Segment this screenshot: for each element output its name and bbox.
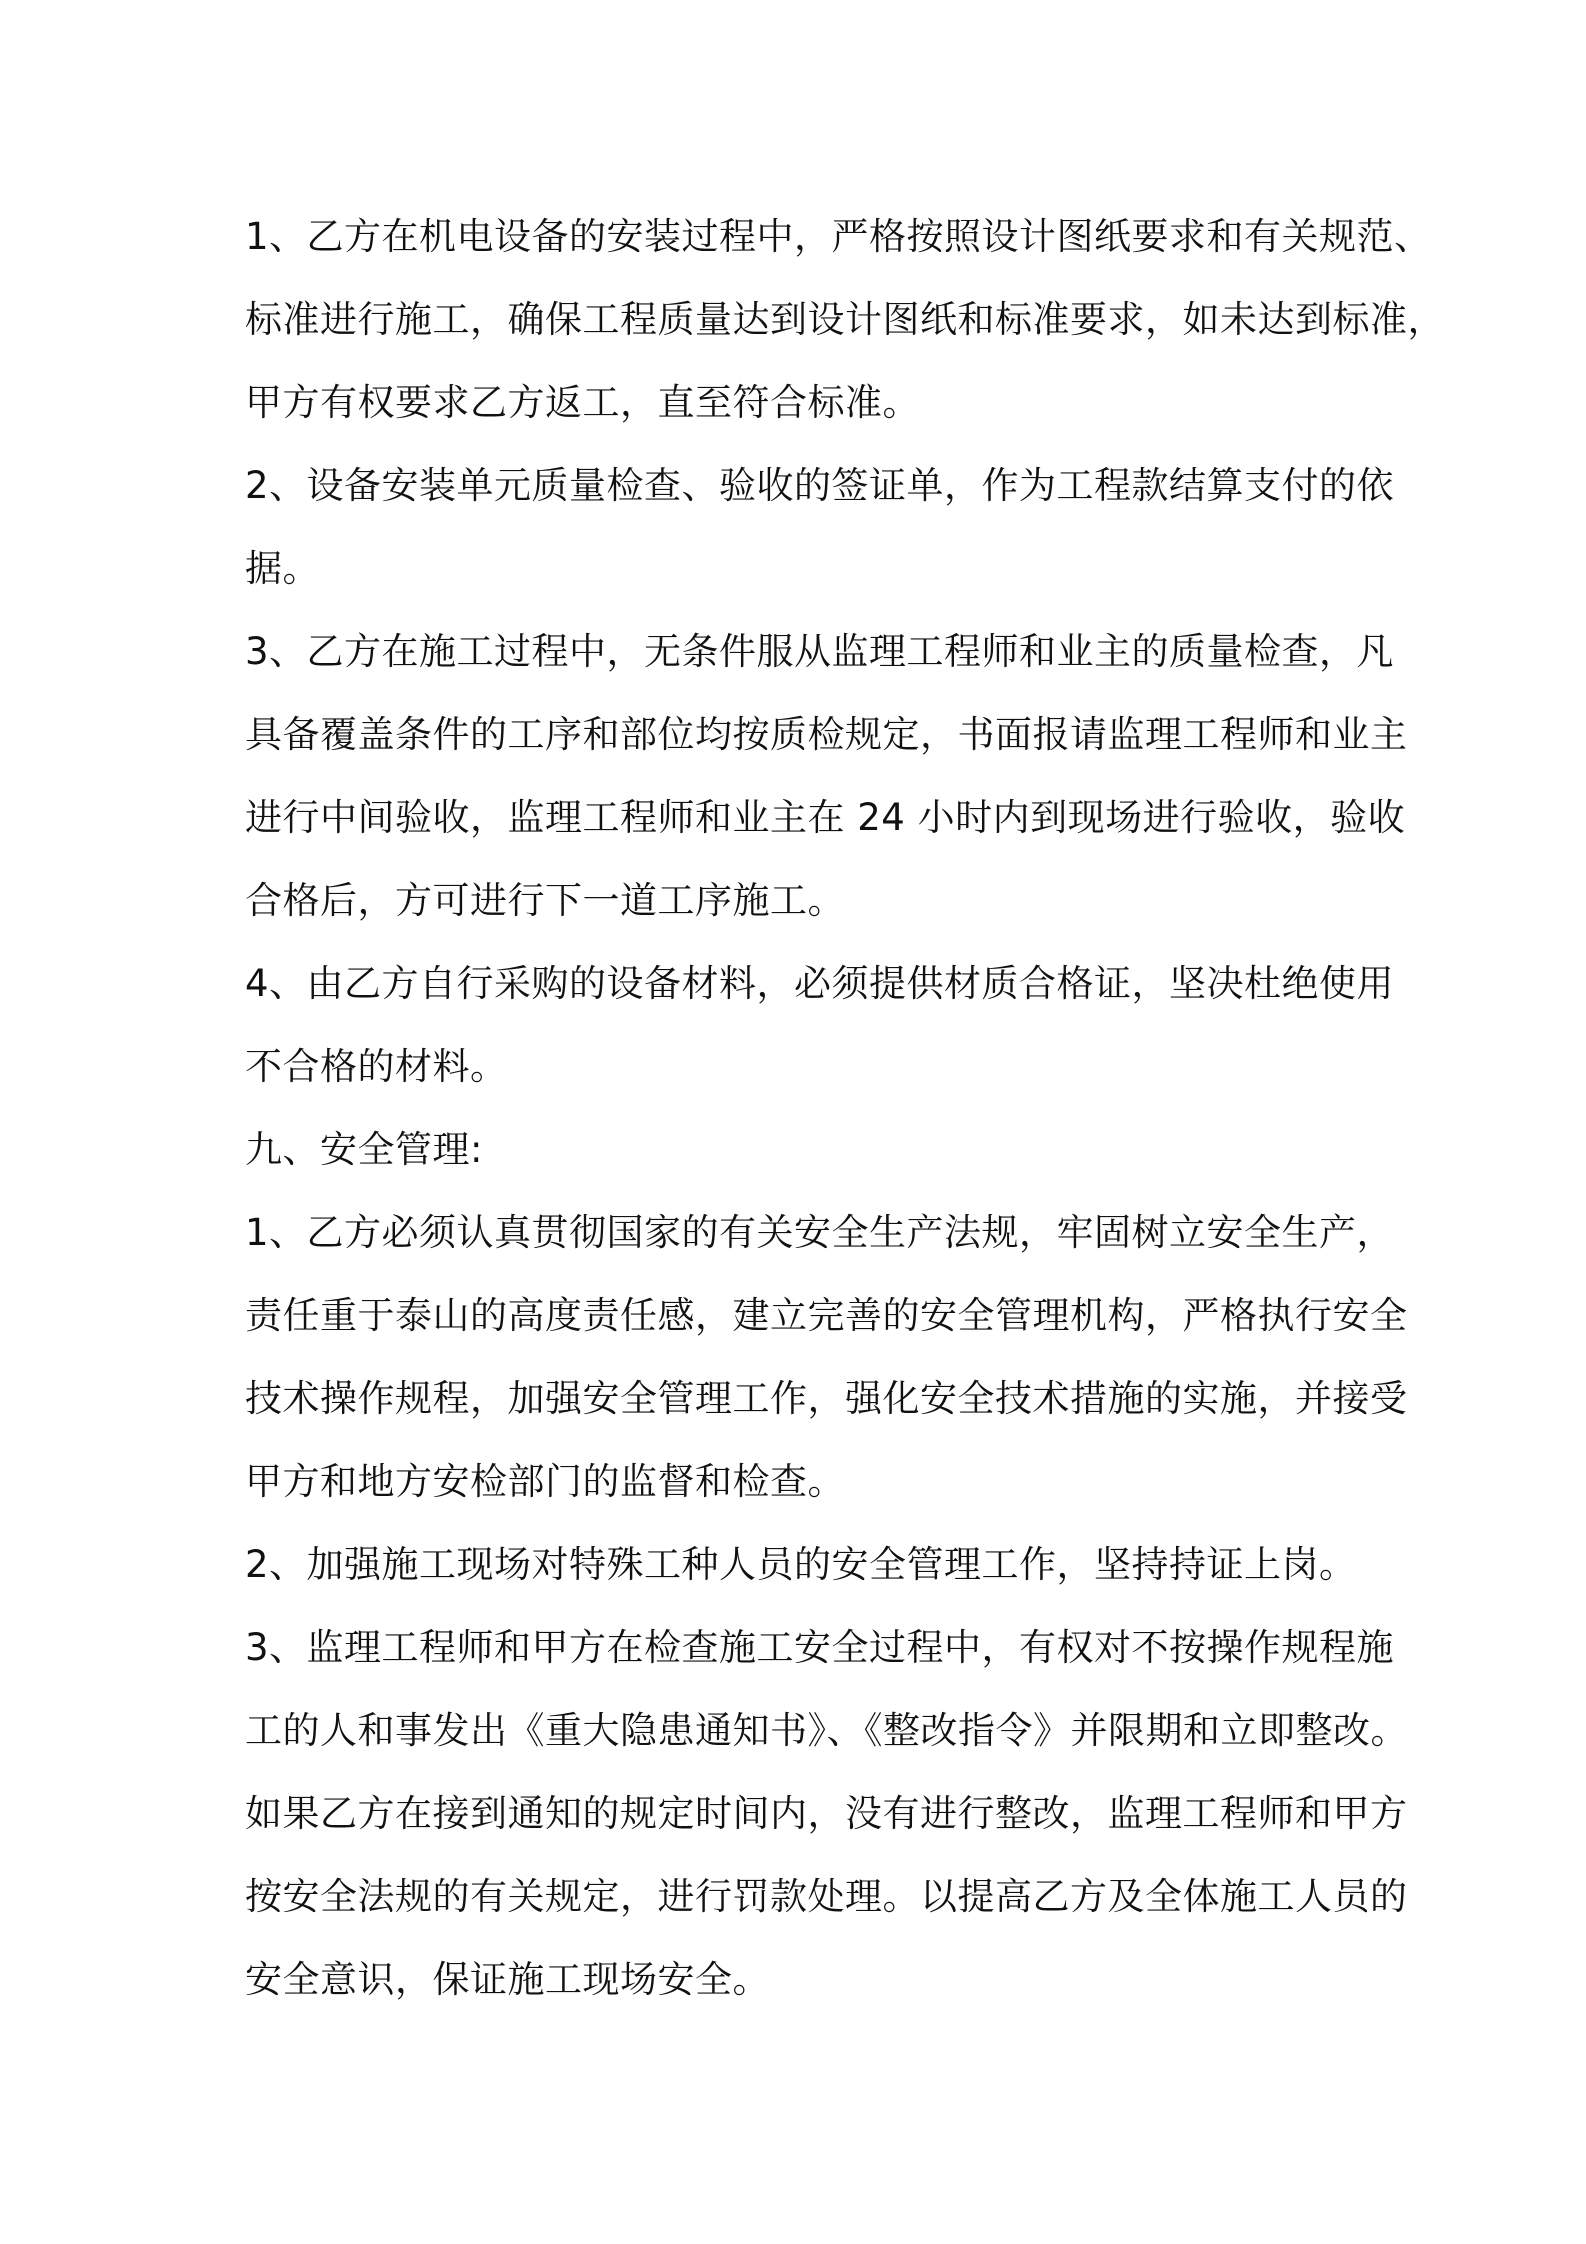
text-line: 合格后，方可进行下一道工序施工。 — [245, 879, 845, 922]
text-line: 责任重于泰山的高度责任感，建立完善的安全管理机构，严格执行安全 — [245, 1294, 1408, 1337]
text-line: 具备覆盖条件的工序和部位均按质检规定，书面报请监理工程师和业主 — [245, 713, 1408, 756]
text-line: 3、乙方在施工过程中，无条件服从监理工程师和业主的质量检查，凡 — [245, 630, 1395, 673]
text-line: 不合格的材料。 — [245, 1045, 508, 1088]
text-line: 按安全法规的有关规定，进行罚款处理。以提高乙方及全体施工人员的 — [245, 1875, 1408, 1918]
text-line: 2、加强施工现场对特殊工种人员的安全管理工作，坚持持证上岗。 — [245, 1543, 1357, 1586]
text-line: 4、由乙方自行采购的设备材料，必须提供材质合格证，坚决杜绝使用 — [245, 962, 1395, 1005]
text-line: 如果乙方在接到通知的规定时间内，没有进行整改，监理工程师和甲方 — [245, 1792, 1408, 1835]
text-line: 甲方和地方安检部门的监督和检查。 — [245, 1460, 845, 1503]
text-line: 2、设备安装单元质量检查、验收的签证单，作为工程款结算支付的依 — [245, 464, 1395, 507]
text-line: 技术操作规程，加强安全管理工作，强化安全技术措施的实施，并接受 — [245, 1377, 1408, 1420]
text-line: 工的人和事发出《重大隐患通知书》、《整改指令》并限期和立即整改。 — [245, 1709, 1408, 1752]
text-line: 进行中间验收，监理工程师和业主在 24 小时内到现场进行验收，验收 — [245, 796, 1406, 839]
text-line: 1、乙方必须认真贯彻国家的有关安全生产法规，牢固树立安全生产， — [245, 1211, 1395, 1254]
text-line: 甲方有权要求乙方返工，直至符合标准。 — [245, 381, 920, 424]
text-line: 安全意识，保证施工现场安全。 — [245, 1958, 770, 2001]
text-line: 3、监理工程师和甲方在检查施工安全过程中，有权对不按操作规程施 — [245, 1626, 1395, 1669]
section-heading: 九、安全管理: — [245, 1128, 483, 1171]
text-line: 标准进行施工，确保工程质量达到设计图纸和标准要求，如未达到标准， — [245, 298, 1445, 341]
document-body — [245, 195, 1445, 2021]
text-line: 据。 — [245, 547, 320, 590]
text-line: 1、乙方在机电设备的安装过程中，严格按照设计图纸要求和有关规范、 — [245, 215, 1432, 258]
